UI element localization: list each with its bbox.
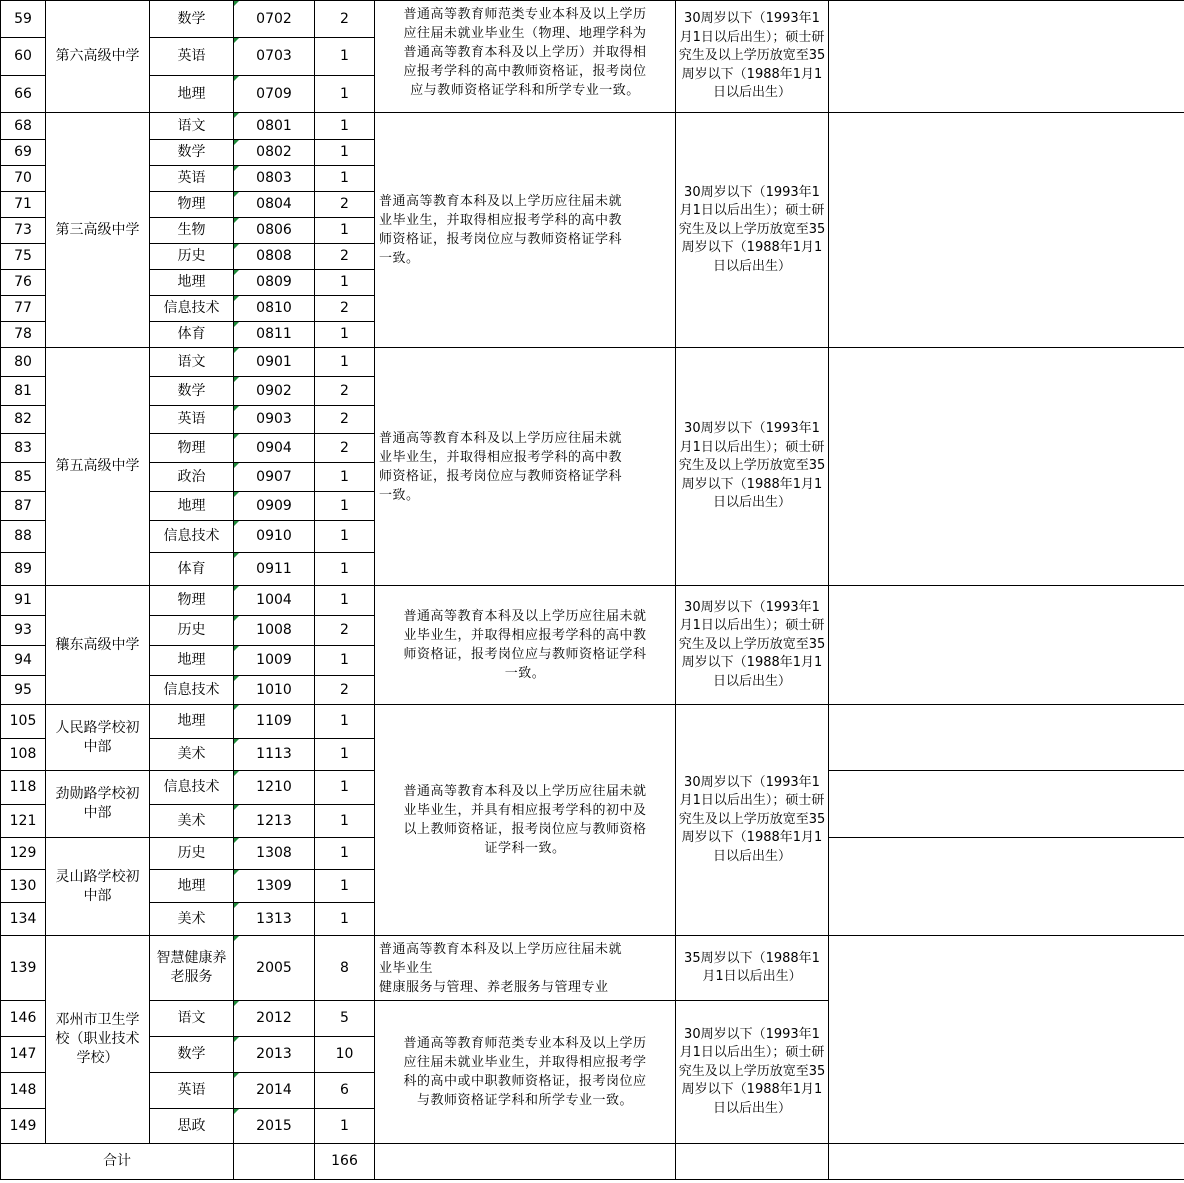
age-requirement-cell: 30周岁以下（1993年1月1日以后出生）；硕士研究生及以上学历放宽至35周岁以下（1988年1月1日以后出生）	[676, 113, 829, 348]
row-number-cell: 93	[1, 616, 46, 646]
quota-cell: 1	[315, 1109, 375, 1144]
requirement-cell	[375, 1001, 676, 1144]
quota-cell: 1	[315, 140, 375, 166]
quota-cell: 1	[315, 739, 375, 771]
post-code-cell: 0803	[234, 166, 315, 192]
subject-cell: 语文	[150, 113, 234, 140]
quota-cell: 1	[315, 166, 375, 192]
post-code-cell: 2013	[234, 1037, 315, 1073]
row-number-cell: 76	[1, 270, 46, 296]
subject-cell: 美术	[150, 903, 234, 936]
row-number-cell: 129	[1, 838, 46, 870]
requirement-line: 应与教师资格证学科和所学专业一致。	[410, 83, 640, 98]
age-requirement-cell: 30周岁以下（1993年1月1日以后出生）；硕士研究生及以上学历放宽至35周岁以下（1988年1月1日以后出生）	[676, 586, 829, 705]
total-age-cell	[676, 1144, 829, 1180]
quota-cell: 1	[315, 348, 375, 377]
total-row	[1, 1144, 1184, 1180]
row-number-cell: 69	[1, 140, 46, 166]
row-number-cell: 108	[1, 739, 46, 771]
quota-cell: 1	[315, 646, 375, 676]
subject-cell: 体育	[150, 322, 234, 348]
school-name-cell: 灵山路学校初中部	[46, 838, 150, 936]
row-number-cell: 68	[1, 113, 46, 140]
quota-cell: 1	[315, 838, 375, 870]
table-row	[1, 705, 1184, 739]
post-code-cell: 0703	[234, 38, 315, 76]
quota-cell: 8	[315, 936, 375, 1001]
quota-cell: 1	[315, 113, 375, 140]
row-number-cell: 91	[1, 586, 46, 616]
quota-cell: 1	[315, 38, 375, 76]
quota-cell: 1	[315, 870, 375, 903]
quota-cell: 2	[315, 1, 375, 38]
post-code-cell: 0808	[234, 244, 315, 270]
row-number-cell: 77	[1, 296, 46, 322]
requirement-line: 业毕业生，并具有相应报考学科的初中及	[403, 803, 647, 818]
table-row	[1, 113, 1184, 140]
requirement-line: 普通高等教育本科及以上学历应往届未就	[379, 430, 623, 446]
post-code-cell: 0902	[234, 377, 315, 406]
post-code-cell: 0806	[234, 218, 315, 244]
row-number-cell: 73	[1, 218, 46, 244]
remarks-cell	[829, 348, 1184, 586]
age-requirement-cell: 30周岁以下（1993年1月1日以后出生）；硕士研究生及以上学历放宽至35周岁以下（1988年1月1日以后出生）	[676, 1001, 829, 1144]
table-row	[1, 348, 1184, 377]
subject-cell: 地理	[150, 646, 234, 676]
post-code-cell: 2012	[234, 1001, 315, 1037]
post-code-cell: 0911	[234, 553, 315, 586]
remarks-cell	[829, 771, 1184, 838]
requirement-line: 一致。	[504, 666, 546, 681]
row-number-cell: 60	[1, 38, 46, 76]
subject-cell: 语文	[150, 1001, 234, 1037]
row-number-cell: 88	[1, 521, 46, 553]
post-code-cell: 0702	[234, 1, 315, 38]
post-code-cell: 0907	[234, 463, 315, 492]
requirement-line: 科的高中或中职教师资格证，报考岗位应	[403, 1074, 647, 1089]
subject-cell: 美术	[150, 739, 234, 771]
table-row	[1, 936, 1184, 1001]
post-code-cell: 2015	[234, 1109, 315, 1144]
subject-cell: 数学	[150, 1037, 234, 1073]
total-count-cell: 166	[315, 1144, 375, 1180]
school-name-cell: 人民路学校初中部	[46, 705, 150, 771]
requirement-line: 普通高等教育本科及以上学历应往届未就	[403, 784, 647, 799]
post-code-cell: 1008	[234, 616, 315, 646]
remarks-cell	[829, 705, 1184, 771]
post-code-cell: 1313	[234, 903, 315, 936]
subject-cell: 体育	[150, 553, 234, 586]
quota-cell: 1	[315, 771, 375, 805]
quota-cell: 5	[315, 1001, 375, 1037]
subject-cell: 数学	[150, 1, 234, 38]
school-name-cell: 邓州市卫生学校（职业技术学校）	[46, 936, 150, 1144]
quota-cell: 2	[315, 434, 375, 463]
subject-cell: 数学	[150, 140, 234, 166]
subject-cell: 美术	[150, 805, 234, 838]
requirement-line: 一致。	[379, 487, 420, 503]
row-number-cell: 134	[1, 903, 46, 936]
subject-cell: 信息技术	[150, 676, 234, 705]
school-name-cell: 劲勋路学校初中部	[46, 771, 150, 838]
subject-cell: 信息技术	[150, 771, 234, 805]
remarks-cell	[829, 936, 1184, 1144]
post-code-cell: 1308	[234, 838, 315, 870]
row-number-cell: 83	[1, 434, 46, 463]
post-code-cell: 0801	[234, 113, 315, 140]
requirement-line: 业毕业生	[379, 961, 434, 976]
total-remarks-cell	[829, 1144, 1184, 1180]
quota-cell: 2	[315, 406, 375, 434]
quota-cell: 1	[315, 903, 375, 936]
row-number-cell: 81	[1, 377, 46, 406]
quota-cell: 1	[315, 705, 375, 739]
post-code-cell: 1309	[234, 870, 315, 903]
row-number-cell: 78	[1, 322, 46, 348]
school-name-cell: 第六高级中学	[46, 1, 150, 113]
post-code-cell: 1010	[234, 676, 315, 705]
requirement-line: 与教师资格证学科和所学专业一致。	[416, 1093, 633, 1108]
quota-cell: 1	[315, 553, 375, 586]
age-requirement-cell: 35周岁以下（1988年1月1日以后出生）	[676, 936, 829, 1001]
requirement-line: 普通高等教育本科及以上学历应往届未就	[403, 609, 647, 624]
remarks-cell	[829, 838, 1184, 936]
subject-cell: 英语	[150, 406, 234, 434]
row-number-cell: 94	[1, 646, 46, 676]
requirement-line: 普通高等教育本科及以上学历应往届未就	[379, 194, 623, 209]
post-code-cell: 0903	[234, 406, 315, 434]
row-number-cell: 59	[1, 1, 46, 38]
requirement-cell	[375, 705, 676, 936]
subject-cell: 政治	[150, 463, 234, 492]
age-requirement-cell: 30周岁以下（1993年1月1日以后出生）；硕士研究生及以上学历放宽至35周岁以下（1988年1月1日以后出生）	[676, 705, 829, 936]
post-code-cell: 0909	[234, 492, 315, 521]
post-code-cell: 2005	[234, 936, 315, 1001]
requirement-line: 普通高等教育本科及以上学历）并取得相	[403, 45, 647, 60]
post-code-cell: 1113	[234, 739, 315, 771]
row-number-cell: 130	[1, 870, 46, 903]
table-row	[1, 586, 1184, 616]
row-number-cell: 118	[1, 771, 46, 805]
row-number-cell: 85	[1, 463, 46, 492]
quota-cell: 2	[315, 244, 375, 270]
post-code-cell: 0904	[234, 434, 315, 463]
total-code-cell	[234, 1144, 315, 1180]
post-code-cell: 0802	[234, 140, 315, 166]
quota-cell: 1	[315, 463, 375, 492]
post-code-cell: 0709	[234, 76, 315, 113]
quota-cell: 2	[315, 296, 375, 322]
subject-cell: 历史	[150, 838, 234, 870]
requirement-cell	[375, 113, 676, 348]
requirement-cell	[375, 936, 676, 1001]
row-number-cell: 149	[1, 1109, 46, 1144]
row-number-cell: 139	[1, 936, 46, 1001]
post-code-cell: 0901	[234, 348, 315, 377]
requirement-line: 证学科一致。	[484, 841, 566, 856]
post-code-cell: 0910	[234, 521, 315, 553]
subject-cell: 信息技术	[150, 296, 234, 322]
quota-cell: 10	[315, 1037, 375, 1073]
subject-cell: 英语	[150, 166, 234, 192]
row-number-cell: 66	[1, 76, 46, 113]
subject-cell: 物理	[150, 434, 234, 463]
quota-cell: 2	[315, 616, 375, 646]
post-code-cell: 0809	[234, 270, 315, 296]
age-requirement-cell: 30周岁以下（1993年1月1日以后出生）；硕士研究生及以上学历放宽至35周岁以下（1988年1月1日以后出生）	[676, 348, 829, 586]
subject-cell: 语文	[150, 348, 234, 377]
quota-cell: 2	[315, 192, 375, 218]
subject-cell: 信息技术	[150, 521, 234, 553]
total-label-cell: 合计	[1, 1144, 234, 1180]
quota-cell: 2	[315, 377, 375, 406]
subject-cell: 思政	[150, 1109, 234, 1144]
row-number-cell: 87	[1, 492, 46, 521]
post-code-cell: 1213	[234, 805, 315, 838]
requirement-line: 应往届未就业毕业生（物理、地理学科为	[403, 26, 647, 41]
remarks-cell	[829, 1, 1184, 113]
requirement-line: 业毕业生，并取得相应报考学科的高中教	[379, 449, 623, 465]
subject-cell: 智慧健康养老服务	[150, 936, 234, 1001]
row-number-cell: 80	[1, 348, 46, 377]
quota-cell: 1	[315, 322, 375, 348]
requirement-cell	[375, 1, 676, 113]
requirement-line: 以上教师资格证，报考岗位应与教师资格	[403, 822, 647, 837]
row-number-cell: 105	[1, 705, 46, 739]
quota-cell: 1	[315, 586, 375, 616]
subject-cell: 生物	[150, 218, 234, 244]
requirement-line: 健康服务与管理、养老服务与管理专业	[379, 980, 609, 995]
requirement-line: 普通高等教育本科及以上学历应往届未就	[379, 942, 623, 957]
row-number-cell: 71	[1, 192, 46, 218]
row-number-cell: 148	[1, 1073, 46, 1109]
row-number-cell: 121	[1, 805, 46, 838]
row-number-cell: 75	[1, 244, 46, 270]
row-number-cell: 82	[1, 406, 46, 434]
quota-cell: 1	[315, 521, 375, 553]
quota-cell: 6	[315, 1073, 375, 1109]
post-code-cell: 1109	[234, 705, 315, 739]
requirement-line: 师资格证，报考岗位应与教师资格证学科	[403, 647, 647, 662]
table-row	[1, 1, 1184, 38]
school-name-cell: 穰东高级中学	[46, 586, 150, 705]
requirement-line: 业毕业生，并取得相应报考学科的高中教	[379, 213, 623, 228]
requirement-line: 一致。	[379, 251, 420, 266]
age-requirement-cell: 30周岁以下（1993年1月1日以后出生）；硕士研究生及以上学历放宽至35周岁以下（1988年1月1日以后出生）	[676, 1, 829, 113]
remarks-cell	[829, 586, 1184, 705]
requirement-line: 师资格证，报考岗位应与教师资格证学科	[379, 468, 623, 484]
subject-cell: 地理	[150, 870, 234, 903]
subject-cell: 地理	[150, 492, 234, 521]
school-name-cell: 第三高级中学	[46, 113, 150, 348]
remarks-cell	[829, 113, 1184, 348]
subject-cell: 地理	[150, 705, 234, 739]
subject-cell: 地理	[150, 76, 234, 113]
row-number-cell: 89	[1, 553, 46, 586]
quota-cell: 1	[315, 270, 375, 296]
quota-cell: 1	[315, 805, 375, 838]
table-body	[1, 1, 1184, 1180]
post-code-cell: 1009	[234, 646, 315, 676]
school-name-cell: 第五高级中学	[46, 348, 150, 586]
subject-cell: 英语	[150, 1073, 234, 1109]
subject-cell: 物理	[150, 586, 234, 616]
requirement-line: 普通高等教育师范类专业本科及以上学历	[403, 1036, 647, 1051]
requirement-line: 师资格证，报考岗位应与教师资格证学科	[379, 232, 623, 247]
row-number-cell: 70	[1, 166, 46, 192]
requirement-line: 应报考学科的高中教师资格证，报考岗位	[403, 64, 647, 79]
subject-cell: 地理	[150, 270, 234, 296]
requirement-line: 应往届未就业毕业生，并取得相应报考学	[403, 1055, 647, 1070]
total-requirement-cell	[375, 1144, 676, 1180]
subject-cell: 历史	[150, 616, 234, 646]
subject-cell: 数学	[150, 377, 234, 406]
quota-cell: 1	[315, 492, 375, 521]
post-code-cell: 1210	[234, 771, 315, 805]
quota-cell: 1	[315, 76, 375, 113]
row-number-cell: 147	[1, 1037, 46, 1073]
requirement-line: 普通高等教育师范类专业本科及以上学历	[403, 7, 647, 22]
subject-cell: 英语	[150, 38, 234, 76]
quota-cell: 2	[315, 676, 375, 705]
quota-cell: 1	[315, 218, 375, 244]
requirement-cell	[375, 586, 676, 705]
row-number-cell: 146	[1, 1001, 46, 1037]
post-code-cell: 0811	[234, 322, 315, 348]
requirement-line: 业毕业生，并取得相应报考学科的高中教	[403, 628, 647, 643]
post-code-cell: 2014	[234, 1073, 315, 1109]
post-code-cell: 0810	[234, 296, 315, 322]
subject-cell: 物理	[150, 192, 234, 218]
post-code-cell: 0804	[234, 192, 315, 218]
row-number-cell: 95	[1, 676, 46, 705]
requirement-cell	[375, 348, 676, 586]
post-code-cell: 1004	[234, 586, 315, 616]
subject-cell: 历史	[150, 244, 234, 270]
